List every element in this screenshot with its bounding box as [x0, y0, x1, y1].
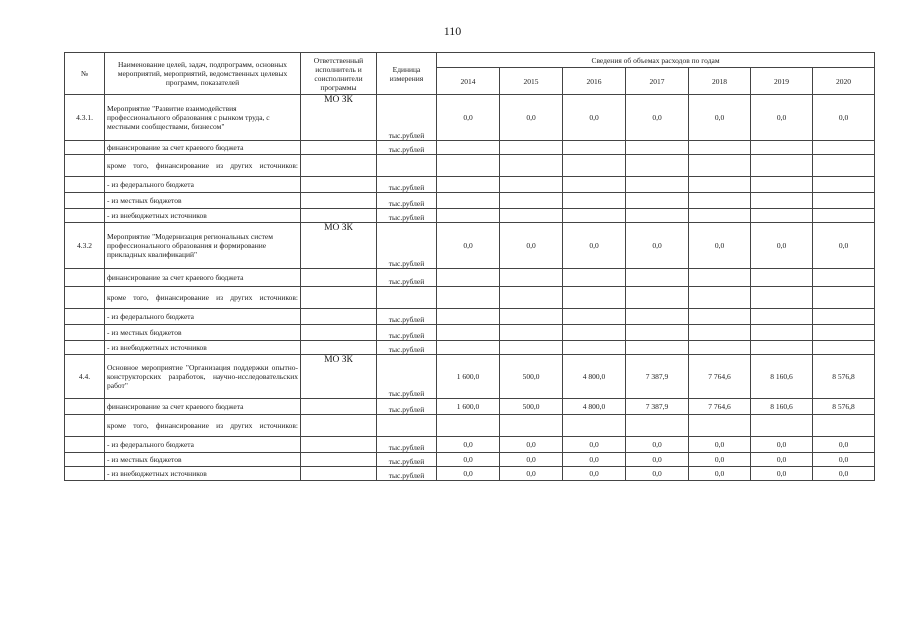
- row-value: [626, 325, 689, 341]
- row-value: 500,0: [500, 399, 563, 415]
- row-value: [626, 177, 689, 193]
- row-value: 0,0: [500, 437, 563, 453]
- row-value: 0,0: [689, 223, 751, 269]
- row-name: - из местных бюджетов: [105, 453, 301, 467]
- row-name: - из федерального бюджета: [105, 177, 301, 193]
- row-name: - из федерального бюджета: [105, 309, 301, 325]
- row-number: [65, 453, 105, 467]
- row-value: [437, 325, 500, 341]
- row-value: [437, 287, 500, 309]
- row-unit: тыс.рублей: [377, 269, 437, 287]
- row-value: 0,0: [437, 453, 500, 467]
- row-name: - из местных бюджетов: [105, 193, 301, 209]
- row-unit: [377, 287, 437, 309]
- row-name: - из федерального бюджета: [105, 437, 301, 453]
- row-number: [65, 209, 105, 223]
- row-responsible: МО ЗК: [301, 223, 377, 269]
- row-unit: тыс.рублей: [377, 355, 437, 399]
- row-value: [813, 341, 875, 355]
- row-value: 0,0: [500, 223, 563, 269]
- row-value: [563, 193, 626, 209]
- table-row: [65, 467, 875, 481]
- row-value: [813, 141, 875, 155]
- row-value: 0,0: [626, 437, 689, 453]
- row-responsible: [301, 269, 377, 287]
- row-value: 1 600,0: [437, 355, 500, 399]
- row-value: [751, 415, 813, 437]
- table-row: [65, 399, 875, 415]
- row-value: [437, 141, 500, 155]
- row-value: [751, 209, 813, 223]
- row-name: финансирование за счет краевого бюджета: [105, 399, 301, 415]
- row-value: 0,0: [626, 95, 689, 141]
- row-number: [65, 437, 105, 453]
- row-value: [689, 193, 751, 209]
- row-name: Мероприятие "Модернизация региональных систем профессионального образования и формирование прикладных квалификаций": [105, 223, 301, 269]
- row-value: [626, 415, 689, 437]
- row-value: 8 160,6: [751, 355, 813, 399]
- row-value: 0,0: [813, 223, 875, 269]
- row-value: [500, 287, 563, 309]
- row-value: [689, 309, 751, 325]
- row-name: Мероприятие "Развитие взаимодействия профессионального образования с рынком труда, с местными сообществами, бизнесом": [105, 95, 301, 141]
- row-value: [563, 415, 626, 437]
- table-row: [65, 453, 875, 467]
- row-value: 7 387,9: [626, 355, 689, 399]
- row-unit: тыс.рублей: [377, 95, 437, 141]
- row-value: 0,0: [751, 467, 813, 481]
- row-responsible: [301, 325, 377, 341]
- row-value: 0,0: [563, 223, 626, 269]
- table-row: [65, 355, 875, 399]
- row-value: 0,0: [626, 453, 689, 467]
- row-name: - из внебюджетных источников: [105, 341, 301, 355]
- row-value: [813, 155, 875, 177]
- row-value: [626, 155, 689, 177]
- row-value: 0,0: [813, 453, 875, 467]
- row-value: 0,0: [437, 223, 500, 269]
- header-year: 2018: [689, 68, 751, 95]
- row-value: 8 160,6: [751, 399, 813, 415]
- table-row: [65, 309, 875, 325]
- row-name: Основное мероприятие "Организация поддержки опытно-конструкторских разработок, научно-исследовательских работ": [105, 355, 301, 399]
- table-row: [65, 325, 875, 341]
- row-number: [65, 193, 105, 209]
- row-unit: тыс.рублей: [377, 437, 437, 453]
- row-responsible: МО ЗК: [301, 355, 377, 399]
- row-value: [500, 269, 563, 287]
- row-value: [751, 309, 813, 325]
- row-unit: тыс.рублей: [377, 223, 437, 269]
- row-value: [437, 309, 500, 325]
- row-value: [563, 155, 626, 177]
- row-value: [626, 209, 689, 223]
- header-year: 2015: [500, 68, 563, 95]
- row-value: [751, 269, 813, 287]
- row-value: 0,0: [751, 223, 813, 269]
- row-unit: тыс.рублей: [377, 309, 437, 325]
- row-value: [563, 287, 626, 309]
- header-unit: Единица измерения: [377, 53, 437, 95]
- row-responsible: [301, 415, 377, 437]
- row-value: [751, 341, 813, 355]
- row-value: [689, 287, 751, 309]
- row-number: [65, 269, 105, 287]
- row-value: [626, 193, 689, 209]
- row-value: 0,0: [563, 453, 626, 467]
- row-value: [813, 287, 875, 309]
- header-num: №: [65, 53, 105, 95]
- row-value: [563, 341, 626, 355]
- row-value: 0,0: [563, 437, 626, 453]
- row-value: 0,0: [626, 467, 689, 481]
- row-value: [689, 209, 751, 223]
- header-year: 2014: [437, 68, 500, 95]
- row-number: 4.3.1.: [65, 95, 105, 141]
- row-unit: тыс.рублей: [377, 341, 437, 355]
- row-value: [500, 325, 563, 341]
- row-value: [626, 309, 689, 325]
- page-number: 110: [443, 24, 462, 38]
- row-value: [437, 193, 500, 209]
- row-value: 0,0: [689, 467, 751, 481]
- row-name: финансирование за счет краевого бюджета: [105, 141, 301, 155]
- row-name: кроме того, финансирование из других источников:: [105, 287, 301, 309]
- table-row: [65, 209, 875, 223]
- table-row: [65, 141, 875, 155]
- row-number: [65, 325, 105, 341]
- row-unit: тыс.рублей: [377, 209, 437, 223]
- row-value: [813, 209, 875, 223]
- header-year: 2020: [813, 68, 875, 95]
- row-value: [813, 415, 875, 437]
- row-value: [813, 325, 875, 341]
- row-responsible: [301, 177, 377, 193]
- row-unit: тыс.рублей: [377, 453, 437, 467]
- row-value: [563, 141, 626, 155]
- table-row: [65, 437, 875, 453]
- row-value: [563, 309, 626, 325]
- row-number: [65, 399, 105, 415]
- row-value: [689, 177, 751, 193]
- row-value: 0,0: [500, 95, 563, 141]
- row-value: [689, 155, 751, 177]
- row-value: [689, 269, 751, 287]
- row-value: [500, 177, 563, 193]
- row-number: [65, 141, 105, 155]
- row-responsible: [301, 209, 377, 223]
- row-value: 0,0: [689, 437, 751, 453]
- row-name: - из внебюджетных источников: [105, 209, 301, 223]
- row-value: [689, 141, 751, 155]
- table-row: [65, 287, 875, 309]
- header-year: 2019: [751, 68, 813, 95]
- header-responsible: Ответственный исполнитель и соисполнители программы: [301, 53, 377, 95]
- row-number: [65, 177, 105, 193]
- row-value: [563, 177, 626, 193]
- row-number: 4.4.: [65, 355, 105, 399]
- row-value: 7 764,6: [689, 399, 751, 415]
- row-responsible: [301, 467, 377, 481]
- row-value: 0,0: [689, 453, 751, 467]
- row-value: 0,0: [500, 467, 563, 481]
- table-row: [65, 269, 875, 287]
- header-name: Наименование целей, задач, подпрограмм, основных мероприятий, мероприятий, ведомственных целевых программ, показателей: [105, 53, 301, 95]
- row-number: [65, 309, 105, 325]
- row-responsible: [301, 341, 377, 355]
- row-unit: тыс.рублей: [377, 193, 437, 209]
- row-value: 0,0: [500, 453, 563, 467]
- row-value: 0,0: [751, 95, 813, 141]
- row-value: 7 764,6: [689, 355, 751, 399]
- row-value: [813, 309, 875, 325]
- row-value: [437, 155, 500, 177]
- row-value: 0,0: [626, 223, 689, 269]
- table-row: [65, 95, 875, 141]
- row-number: [65, 155, 105, 177]
- row-value: 0,0: [813, 467, 875, 481]
- row-value: [626, 269, 689, 287]
- row-value: [563, 325, 626, 341]
- row-value: [500, 209, 563, 223]
- row-number: [65, 415, 105, 437]
- table-row: [65, 177, 875, 193]
- row-number: 4.3.2: [65, 223, 105, 269]
- row-unit: тыс.рублей: [377, 177, 437, 193]
- row-name: финансирование за счет краевого бюджета: [105, 269, 301, 287]
- table-row: [65, 193, 875, 209]
- row-value: [626, 141, 689, 155]
- row-responsible: [301, 141, 377, 155]
- row-value: [500, 141, 563, 155]
- row-value: [751, 287, 813, 309]
- row-value: 500,0: [500, 355, 563, 399]
- row-value: 1 600,0: [437, 399, 500, 415]
- row-value: [813, 193, 875, 209]
- row-responsible: МО ЗК: [301, 95, 377, 141]
- row-value: [500, 155, 563, 177]
- row-name: - из местных бюджетов: [105, 325, 301, 341]
- row-unit: [377, 415, 437, 437]
- row-unit: тыс.рублей: [377, 467, 437, 481]
- header-year: 2016: [563, 68, 626, 95]
- row-value: [500, 341, 563, 355]
- row-responsible: [301, 453, 377, 467]
- row-unit: тыс.рублей: [377, 325, 437, 341]
- row-value: 0,0: [813, 437, 875, 453]
- row-value: [563, 269, 626, 287]
- row-value: 0,0: [563, 95, 626, 141]
- row-unit: [377, 155, 437, 177]
- row-value: 7 387,9: [626, 399, 689, 415]
- header-spending: Сведения об объемах расходов по годам: [437, 53, 875, 68]
- row-value: [689, 341, 751, 355]
- row-value: [500, 193, 563, 209]
- row-responsible: [301, 287, 377, 309]
- row-value: [626, 287, 689, 309]
- row-value: [751, 177, 813, 193]
- row-value: [437, 415, 500, 437]
- row-value: [437, 269, 500, 287]
- row-value: [751, 325, 813, 341]
- table-row: [65, 223, 875, 269]
- row-responsible: [301, 309, 377, 325]
- row-number: [65, 341, 105, 355]
- row-value: [626, 341, 689, 355]
- table-row: [65, 155, 875, 177]
- table-row: [65, 341, 875, 355]
- row-unit: тыс.рублей: [377, 399, 437, 415]
- header-year: 2017: [626, 68, 689, 95]
- row-value: 0,0: [751, 437, 813, 453]
- row-name: кроме того, финансирование из других источников:: [105, 155, 301, 177]
- row-responsible: [301, 193, 377, 209]
- row-value: [689, 325, 751, 341]
- row-value: 0,0: [437, 437, 500, 453]
- row-value: [813, 269, 875, 287]
- row-responsible: [301, 155, 377, 177]
- table-row: [65, 415, 875, 437]
- row-value: [437, 341, 500, 355]
- row-value: 0,0: [813, 95, 875, 141]
- row-value: 4 800,0: [563, 399, 626, 415]
- budget-table: [64, 52, 875, 481]
- row-value: [813, 177, 875, 193]
- row-value: [437, 209, 500, 223]
- row-name: - из внебюджетных источников: [105, 467, 301, 481]
- row-value: 8 576,8: [813, 399, 875, 415]
- row-value: [500, 415, 563, 437]
- row-value: 0,0: [437, 95, 500, 141]
- row-value: 0,0: [689, 95, 751, 141]
- table-body: [65, 95, 875, 481]
- row-value: 8 576,8: [813, 355, 875, 399]
- row-value: 0,0: [437, 467, 500, 481]
- row-unit: тыс.рублей: [377, 141, 437, 155]
- row-name: кроме того, финансирование из других источников:: [105, 415, 301, 437]
- row-value: [751, 193, 813, 209]
- row-responsible: [301, 399, 377, 415]
- row-number: [65, 287, 105, 309]
- row-value: 4 800,0: [563, 355, 626, 399]
- row-number: [65, 467, 105, 481]
- row-value: [437, 177, 500, 193]
- row-value: 0,0: [563, 467, 626, 481]
- row-responsible: [301, 437, 377, 453]
- row-value: [751, 141, 813, 155]
- row-value: [689, 415, 751, 437]
- row-value: 0,0: [751, 453, 813, 467]
- row-value: [500, 309, 563, 325]
- row-value: [751, 155, 813, 177]
- row-value: [563, 209, 626, 223]
